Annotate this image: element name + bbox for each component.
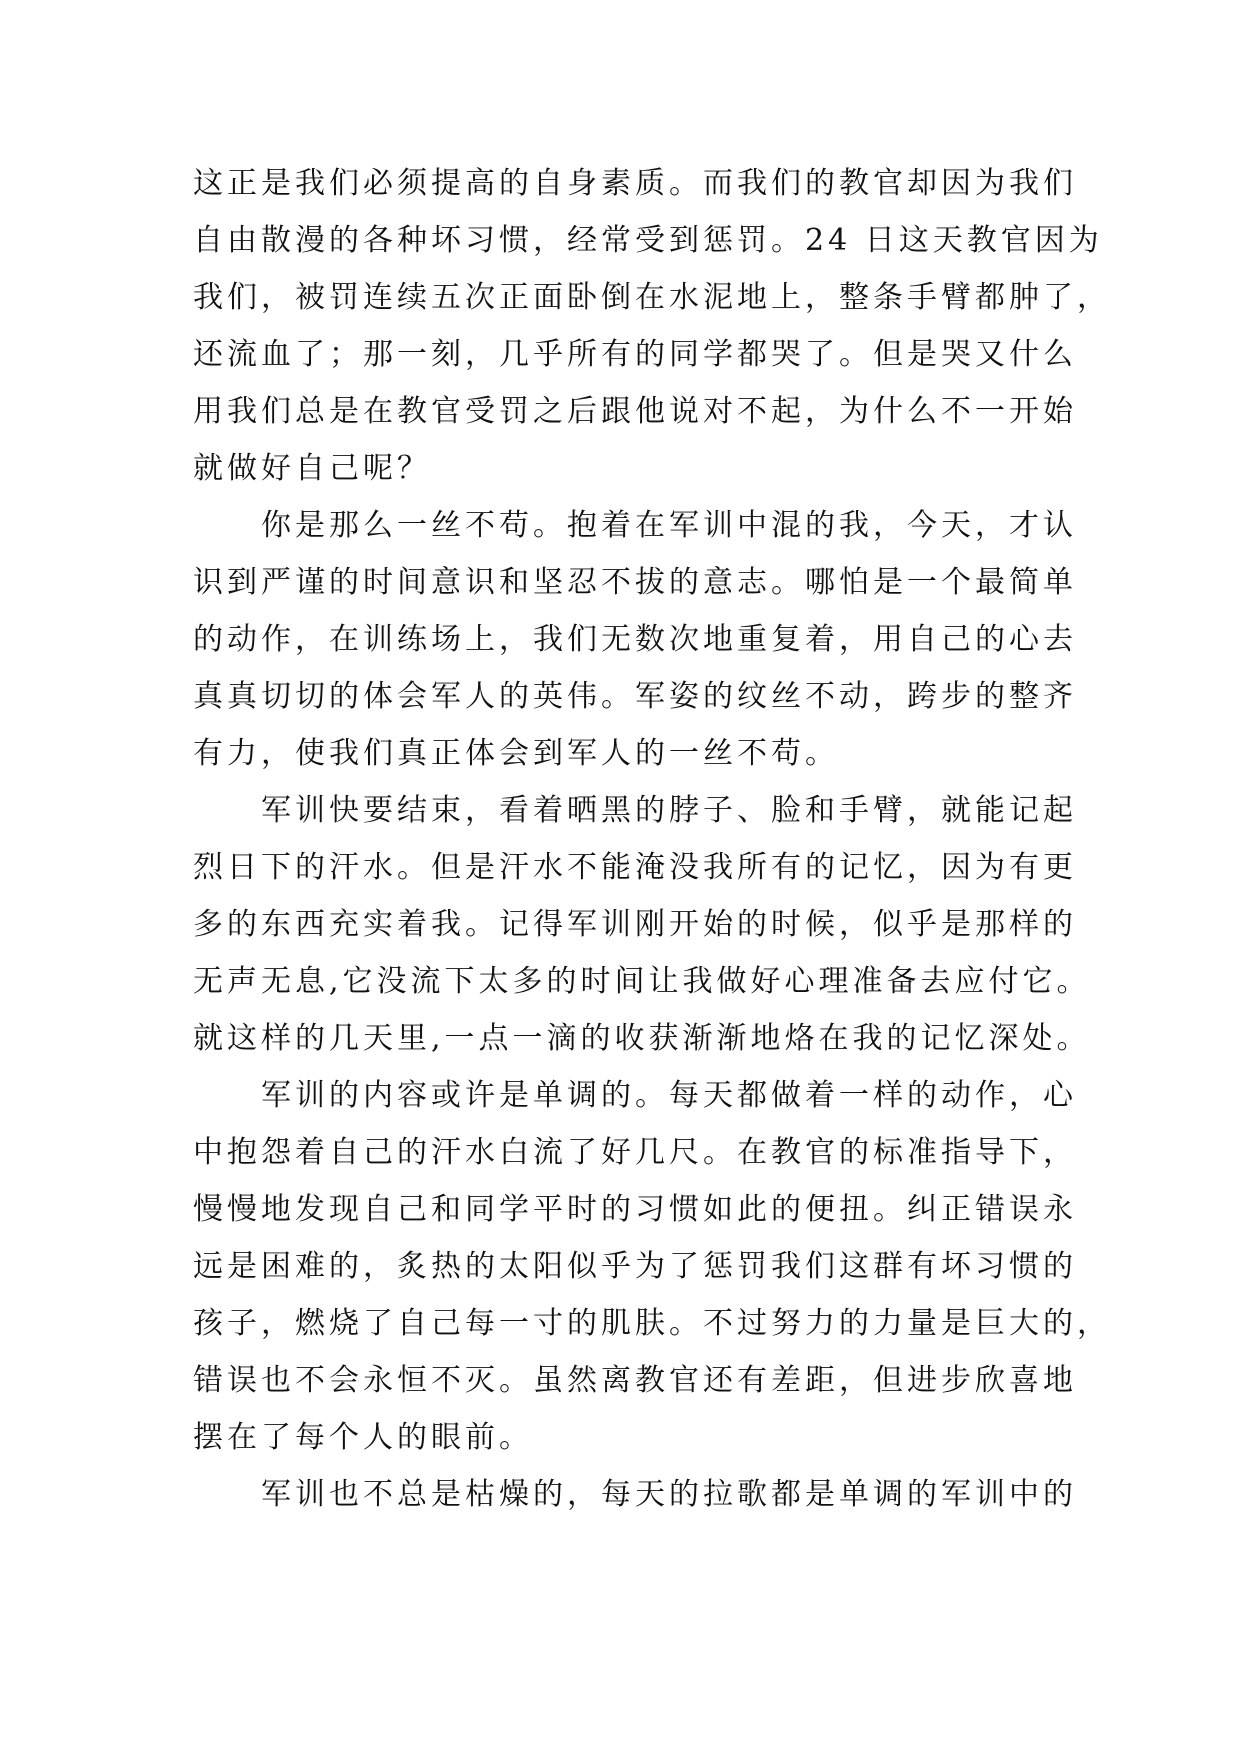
text-line: 就这样的几天里,一点一滴的收获渐渐地烙在我的记忆深处。: [193, 1021, 1091, 1056]
text-line: 真真切切的体会军人的英伟。军姿的纹丝不动，跨步的整齐: [193, 679, 1077, 714]
text-line: 有力，使我们真正体会到军人的一丝不苟。: [193, 736, 839, 771]
text-line: 远是困难的，炙热的太阳似乎为了惩罚我们这群有坏习惯的: [193, 1249, 1077, 1284]
text-line: 慢慢地发现自己和同学平时的习惯如此的便扭。纠正错误永: [193, 1192, 1077, 1227]
text-line: 自由散漫的各种坏习惯，经常受到惩罚。24 日这天教官因为: [193, 223, 1103, 258]
text-line: 你是那么一丝不苟。抱着在军训中混的我，今天，才认: [261, 508, 1077, 543]
paragraph: [193, 155, 1111, 497]
text-line: 无声无息,它没流下太多的时间让我做好心理准备去应付它。: [193, 964, 1091, 999]
body-text: [193, 155, 1111, 1523]
text-line: 摆在了每个人的眼前。: [193, 1420, 533, 1455]
text-line: 还流血了；那一刻，几乎所有的同学都哭了。但是哭又什么: [193, 337, 1077, 372]
text-line: 识到严谨的时间意识和坚忍不拔的意志。哪怕是一个最简单: [193, 565, 1077, 600]
text-line: 我们，被罚连续五次正面卧倒在水泥地上，整条手臂都肿了，: [193, 280, 1111, 315]
text-line: 用我们总是在教官受罚之后跟他说对不起，为什么不一开始: [193, 394, 1077, 429]
text-line: 这正是我们必须提高的自身素质。而我们的教官却因为我们: [193, 166, 1077, 201]
text-line: 军训的内容或许是单调的。每天都做着一样的动作，心: [261, 1078, 1077, 1113]
text-line: 的动作，在训练场上，我们无数次地重复着，用自己的心去: [193, 622, 1077, 657]
text-line: 中抱怨着自己的汗水白流了好几尺。在教官的标准指导下，: [193, 1135, 1077, 1170]
text-line: 烈日下的汗水。但是汗水不能淹没我所有的记忆，因为有更: [193, 850, 1077, 885]
text-line: 多的东西充实着我。记得军训刚开始的时候，似乎是那样的: [193, 907, 1077, 942]
text-line: 就做好自己呢？: [193, 451, 431, 486]
text-line: 军训也不总是枯燥的，每天的拉歌都是单调的军训中的: [261, 1477, 1077, 1512]
paragraph: [193, 782, 1091, 1067]
paragraph: [193, 497, 1077, 782]
text-line: 军训快要结束，看着晒黑的脖子、脸和手臂，就能记起: [261, 793, 1077, 828]
text-line: 孩子，燃烧了自己每一寸的肌肤。不过努力的力量是巨大的，: [193, 1306, 1111, 1341]
paragraph: [193, 1466, 1077, 1523]
paragraph: [193, 1067, 1111, 1466]
text-line: 错误也不会永恒不灭。虽然离教官还有差距，但进步欣喜地: [193, 1363, 1077, 1398]
